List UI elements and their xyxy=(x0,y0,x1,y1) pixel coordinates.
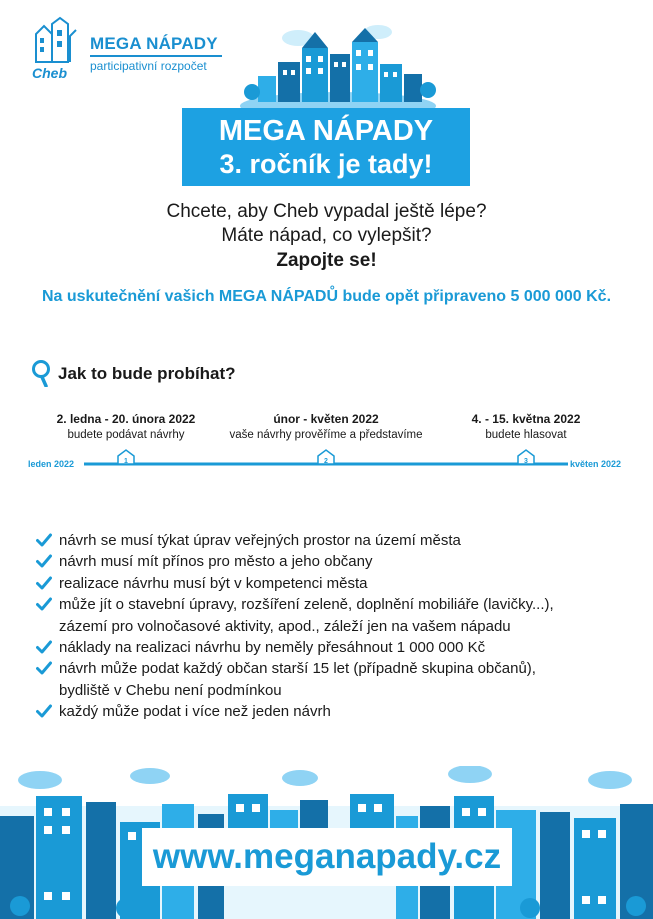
process-title: Jak to bude probíhat? xyxy=(58,364,236,383)
intro-question-1: Chcete, aby Cheb vypadal ještě lépe? xyxy=(166,201,487,222)
rule-text-line-1: náklady na realizaci návrhu by neměly přesáhnout 1 000 000 Kč xyxy=(59,639,486,657)
timeline-marker-2 xyxy=(318,450,334,465)
rule-item xyxy=(36,594,626,637)
rule-item xyxy=(36,701,626,722)
process-timeline xyxy=(20,446,640,472)
rule-text-line-1: návrh může podat každý občan starší 15 let (případně skupina občanů), xyxy=(59,660,536,678)
rule-text-line-2: zázemí pro volnočasové aktivity, apod., záleží jen na vašem nápadu xyxy=(59,617,511,635)
rule-item xyxy=(36,551,626,572)
logo-divider xyxy=(90,55,222,57)
town-illustration xyxy=(238,18,438,110)
check-icon xyxy=(36,554,52,568)
check-icon xyxy=(36,661,52,675)
rule-text-line-1: každý může podat i více než jeden návrh xyxy=(59,703,331,721)
check-icon xyxy=(36,704,52,718)
rule-item xyxy=(36,530,626,551)
logo-icon-text: Cheb xyxy=(32,65,67,81)
phase-1-description: budete podávat návrhy xyxy=(67,429,185,441)
rule-text-line-1: realizace návrhu musí být v kompetenci města xyxy=(59,574,368,592)
intro-call-to-action: Zapojte se! xyxy=(276,250,377,271)
timeline-marker-3 xyxy=(518,450,534,465)
rule-item xyxy=(36,637,626,658)
intro-question-2: Máte nápad, co vylepšit? xyxy=(221,225,432,246)
rule-text-line-1: návrh se musí týkat úprav veřejných prostor na území města xyxy=(59,532,461,549)
check-icon xyxy=(36,597,52,611)
logo-title: MEGA NÁPADY xyxy=(90,34,218,53)
timeline-marker-1 xyxy=(118,450,134,465)
banner-title: MEGA NÁPADY xyxy=(218,115,434,147)
svg-text:1: 1 xyxy=(124,458,128,465)
cheb-city-logo-icon xyxy=(30,16,78,84)
rule-item xyxy=(36,573,626,594)
svg-text:3: 3 xyxy=(524,458,528,465)
magnifier-icon xyxy=(30,359,52,387)
rule-item xyxy=(36,658,626,701)
phase-1-date: 2. ledna - 20. února 2022 xyxy=(56,412,196,426)
svg-text:2: 2 xyxy=(324,458,328,465)
phase-2-date: únor - květen 2022 xyxy=(273,412,379,426)
banner-subtitle: 3. ročník je tady! xyxy=(219,149,433,179)
website-url[interactable]: www.meganapady.cz xyxy=(152,837,502,876)
phase-2-description: vaše návrhy prověříme a představíme xyxy=(229,429,423,441)
rule-text-line-1: návrh musí mít přínos pro město a jeho občany xyxy=(59,553,373,571)
logo-subtitle: participativní rozpočet xyxy=(90,59,207,73)
timeline-end-label: květen 2022 xyxy=(570,459,622,469)
rule-text-line-2: bydliště v Chebu není podmínkou xyxy=(59,681,282,699)
timeline-start-label: leden 2022 xyxy=(28,459,75,469)
check-icon xyxy=(36,640,52,654)
rule-text-line-1: může jít o stavební úpravy, rozšíření zeleně, doplnění mobiliáře (lavičky...), xyxy=(59,596,554,614)
phase-3-description: budete hlasovat xyxy=(485,429,567,441)
check-icon xyxy=(36,576,52,590)
budget-statement: Na uskutečnění vašich MEGA NÁPADŮ bude opět připraveno 5 000 000 Kč. xyxy=(41,288,612,305)
phase-3-date: 4. - 15. května 2022 xyxy=(471,412,581,426)
check-icon xyxy=(36,533,52,547)
rules-list xyxy=(36,530,626,723)
